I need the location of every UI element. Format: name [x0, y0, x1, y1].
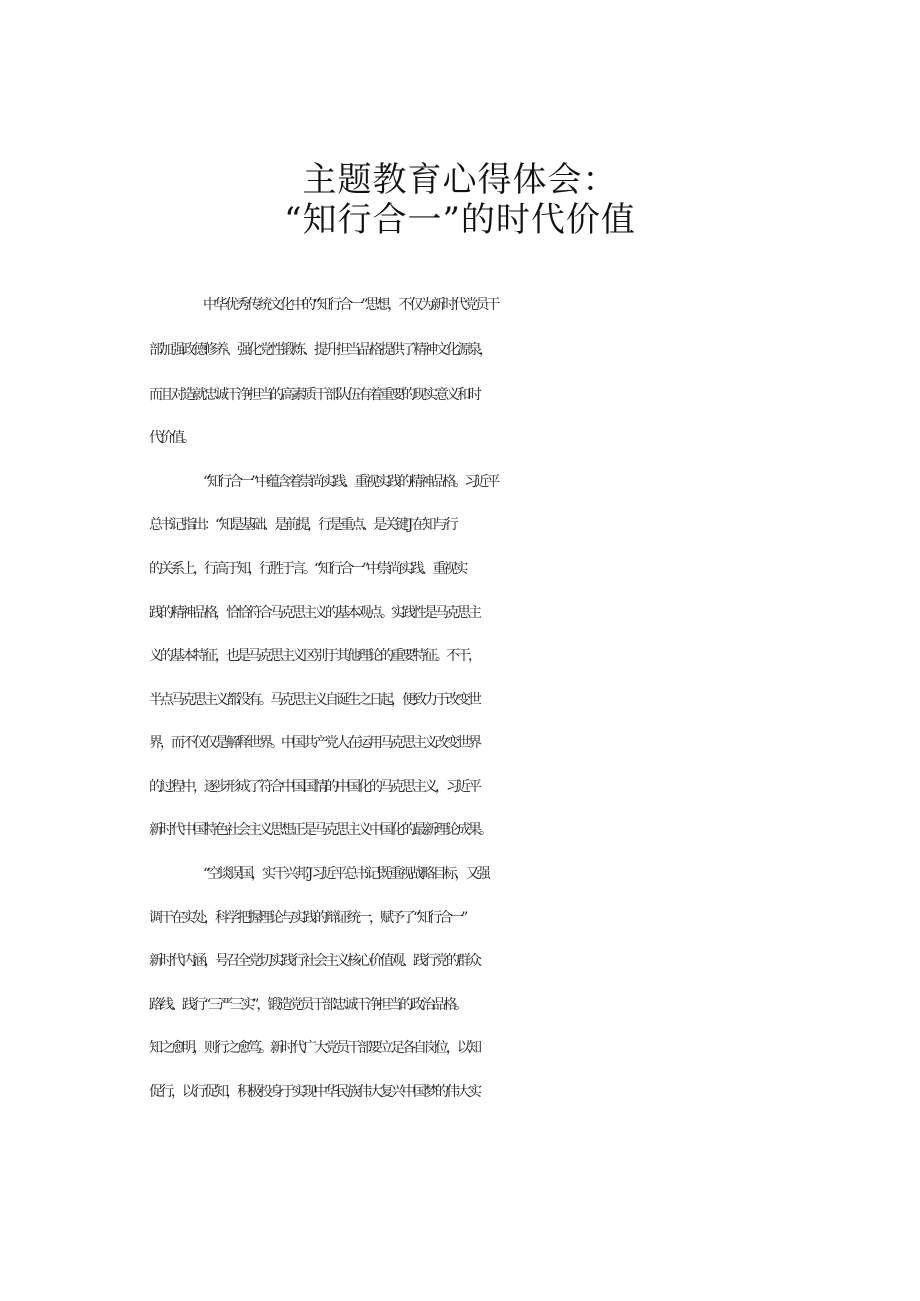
paragraph-1-line-4: 代价值。	[149, 430, 193, 446]
document-title-line-1: 主题教育心得体会：	[302, 160, 618, 200]
paragraph-2-line-5: 义的基本特征，也是马克思主义区别于其他理论的重要特征。不干，	[149, 648, 479, 664]
paragraph-2-line-3: 的关系上，行高于知，行胜于言。“知行合一”中崇尚实践、重视实	[149, 561, 466, 577]
paragraph-3-line-4: 路线、践行“三严三实”，锻造党员干部忠诚干净担当的政治品格。	[149, 997, 466, 1013]
paragraph-2-line-4: 践的精神品格，恰恰符合马克思主义的基本观点。实践性是马克思主	[149, 605, 479, 621]
paragraph-3-line-3: 新时代内涵，号召全党切实践行社会主义核心价值观、践行党的群众	[149, 953, 479, 969]
document-title-line-2: “知行合一”的时代价值	[284, 200, 636, 240]
paragraph-2-line-9: 新时代中国特色社会主义思想正是马克思主义中国化的最新理论成果。	[149, 822, 490, 838]
paragraph-1-line-3: 而且对造就忠诚干净担当的高素质干部队伍有着重要的现实意义和时	[149, 387, 479, 403]
paragraph-3-line-1: “空谈误国，实干兴邦 J 习近平总书记既重视战略目标，又强	[203, 866, 488, 882]
paragraph-2-line-2: 总书记指出：“知是基础、是前提，行是重点、是关键 J 在知与行	[149, 517, 456, 533]
paragraph-2-line-8: 的过程中，逐步形成了符合中国国情的中国化的马克思主义，习近平	[149, 779, 479, 795]
paragraph-3-line-5: 知之愈明，则行之愈笃。新时代广大党员干部要立足各自岗位，以知	[149, 1040, 479, 1056]
paragraph-2-line-6: 半点马克思主义都没有。马克思主义自诞生之日起，便致力于改变世	[149, 692, 479, 708]
paragraph-1-line-1: 中华优秀传统文化中的“知行合一”思想，不仅为新时代党员干	[203, 297, 498, 313]
paragraph-1-line-2: 部加强政德修养、强化党性锻炼、提升担当品格提供了精神文化源泉，	[149, 342, 490, 358]
paragraph-3-line-6: 促行，以行促知，积极投身于实现中华民族伟大复兴中国梦的伟大实	[149, 1084, 479, 1100]
paragraph-2-line-7: 界，而不仅仅是解释世界。中国共产党人在运用马克思主义改变世界	[149, 735, 479, 751]
paragraph-3-line-2: 调干在实处，科学把握理论与实践的辩证统一，赋予了“知行合一”	[149, 910, 466, 926]
paragraph-2-line-1: “知行合一”中蕴含着崇尚实践、重视实践的精神品格。习近平	[203, 474, 498, 490]
